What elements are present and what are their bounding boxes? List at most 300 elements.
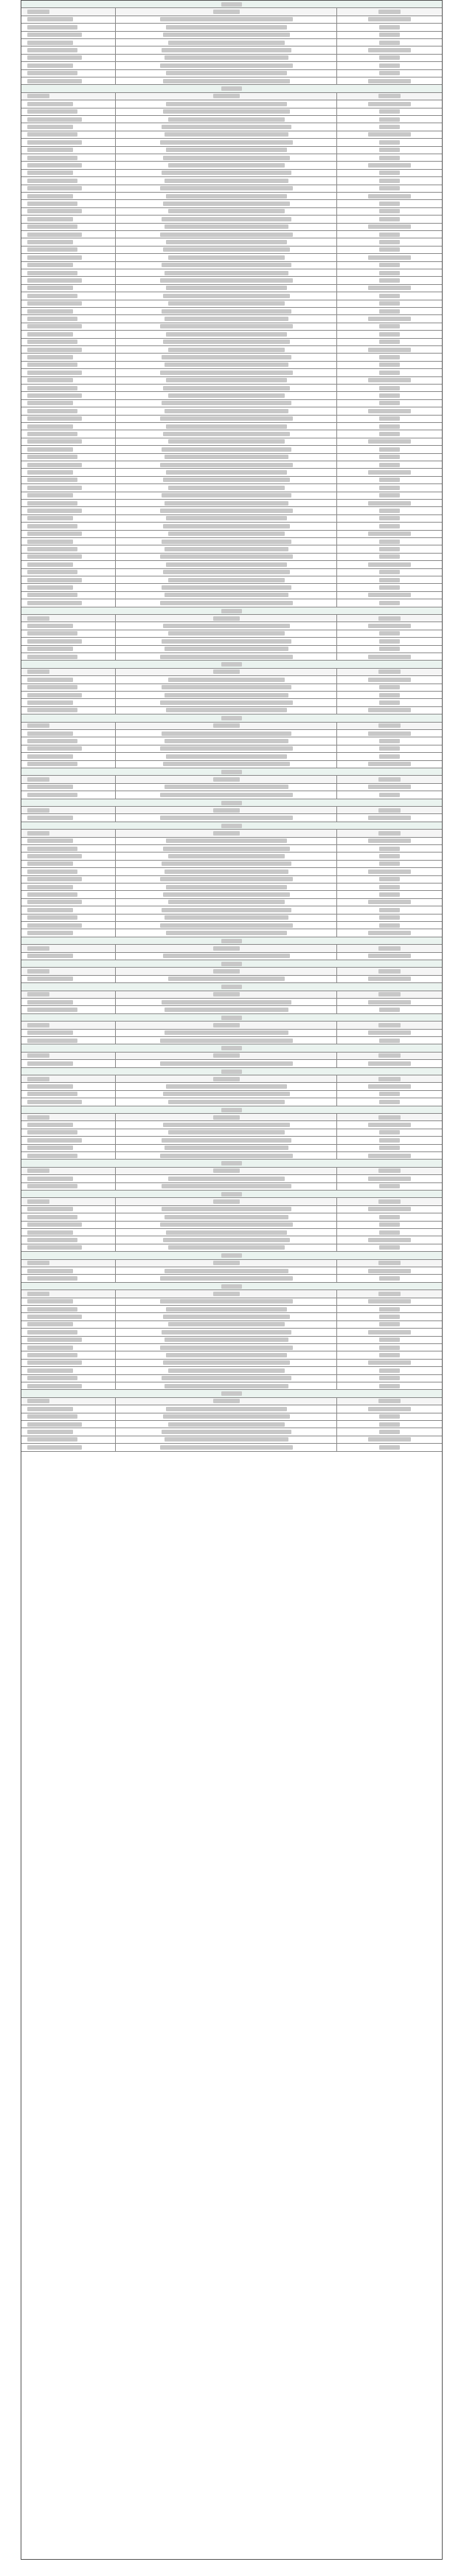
case-number-cell [21, 1337, 116, 1343]
text-placeholder [27, 540, 73, 544]
case-type-cell [337, 224, 442, 230]
column-header [337, 830, 442, 836]
text-placeholder [379, 278, 400, 283]
case-type-cell [337, 1329, 442, 1335]
text-placeholder [168, 439, 285, 444]
column-header [116, 8, 337, 15]
text-placeholder [379, 1337, 400, 1342]
text-placeholder [213, 1261, 240, 1265]
case-type-cell [337, 131, 442, 138]
company-name-cell [116, 47, 337, 53]
table-row [21, 531, 442, 538]
text-placeholder [27, 1299, 73, 1304]
text-placeholder [27, 531, 82, 536]
case-type-cell [337, 469, 442, 475]
case-type-cell [337, 315, 442, 322]
text-placeholder [378, 94, 401, 98]
text-placeholder [166, 754, 287, 759]
text-placeholder [379, 401, 400, 405]
case-type-cell [337, 929, 442, 936]
text-placeholder [213, 1292, 240, 1296]
text-placeholder [213, 94, 240, 98]
company-name-cell [116, 1091, 337, 1098]
text-placeholder [368, 562, 411, 567]
text-placeholder [379, 263, 400, 267]
text-placeholder [368, 1269, 411, 1273]
text-placeholder [27, 401, 73, 405]
case-number-cell [21, 461, 116, 468]
section-title [21, 661, 442, 668]
text-placeholder [379, 915, 400, 920]
text-placeholder [27, 793, 77, 797]
company-name-cell [116, 392, 337, 399]
column-header [116, 1022, 337, 1028]
text-placeholder [165, 593, 288, 597]
company-name-cell [116, 277, 337, 283]
table-row [21, 208, 442, 216]
text-placeholder [168, 578, 285, 582]
case-type-cell [337, 899, 442, 906]
text-placeholder [168, 209, 285, 213]
table-row [21, 1037, 442, 1044]
table-row [21, 684, 442, 692]
text-placeholder [379, 309, 400, 314]
case-type-cell [337, 454, 442, 461]
company-name-cell [116, 170, 337, 176]
text-placeholder [27, 1146, 73, 1150]
company-name-cell [116, 1175, 337, 1182]
text-placeholder [27, 908, 73, 912]
case-number-cell [21, 1183, 116, 1190]
text-placeholder [221, 939, 242, 943]
text-placeholder [368, 531, 411, 536]
company-name-cell [116, 446, 337, 452]
text-placeholder [27, 332, 73, 337]
column-header [337, 968, 442, 974]
text-placeholder [27, 1222, 82, 1227]
case-type-cell [337, 292, 442, 299]
text-placeholder [27, 816, 73, 820]
text-placeholder [368, 1238, 411, 1242]
section-title [21, 937, 442, 945]
text-placeholder [165, 1269, 288, 1273]
column-header-row [21, 968, 442, 975]
text-placeholder [160, 655, 293, 659]
company-name-cell [116, 699, 337, 706]
text-placeholder [379, 1092, 400, 1096]
text-placeholder [379, 117, 400, 122]
case-number-cell [21, 346, 116, 353]
company-name-cell [116, 692, 337, 698]
case-number-cell [21, 906, 116, 913]
text-placeholder [368, 762, 411, 766]
column-header-row [21, 945, 442, 952]
table-row [21, 1267, 442, 1275]
column-header [337, 945, 442, 951]
case-type-cell [337, 500, 442, 506]
case-type-cell [337, 692, 442, 698]
text-placeholder [27, 309, 73, 314]
table-row [21, 193, 442, 200]
company-name-cell [116, 653, 337, 660]
company-name-cell [116, 247, 337, 253]
text-placeholder [27, 102, 73, 106]
text-placeholder [368, 501, 411, 506]
text-placeholder [160, 746, 293, 751]
case-type-cell [337, 385, 442, 391]
column-header-row [21, 1022, 442, 1029]
text-placeholder [27, 355, 73, 359]
company-name-cell [116, 154, 337, 161]
text-placeholder [162, 1000, 291, 1005]
text-placeholder [379, 1230, 400, 1235]
text-placeholder [368, 286, 411, 290]
case-type-cell [337, 78, 442, 84]
case-number-cell [21, 254, 116, 261]
table-row [21, 1421, 442, 1428]
case-type-cell [337, 523, 442, 529]
case-type-cell [337, 653, 442, 660]
text-placeholder [160, 416, 293, 421]
case-number-cell [21, 300, 116, 307]
text-placeholder [168, 531, 285, 536]
column-header [116, 1168, 337, 1174]
company-name-cell [116, 385, 337, 391]
company-name-cell [116, 262, 337, 269]
case-type-cell [337, 999, 442, 1005]
text-placeholder [163, 79, 290, 83]
text-placeholder [379, 1100, 400, 1104]
case-type-cell [337, 109, 442, 115]
text-placeholder [27, 63, 73, 68]
table-row [21, 1121, 442, 1129]
text-placeholder [166, 838, 287, 843]
column-header [337, 93, 442, 100]
company-name-cell [116, 109, 337, 115]
table-row [21, 646, 442, 653]
table-row [21, 39, 442, 47]
text-placeholder [27, 493, 73, 497]
text-placeholder [168, 1177, 285, 1181]
table-row [21, 1306, 442, 1313]
company-name-cell [116, 676, 337, 683]
text-placeholder [27, 378, 73, 382]
case-table [21, 0, 443, 2560]
case-number-cell [21, 692, 116, 698]
text-placeholder [168, 1322, 285, 1326]
text-placeholder [166, 194, 287, 199]
table-row [21, 469, 442, 476]
text-placeholder [168, 631, 285, 636]
case-number-cell [21, 646, 116, 652]
table-row [21, 154, 442, 162]
text-placeholder [379, 793, 400, 797]
column-header [337, 1114, 442, 1120]
case-type-cell [337, 915, 442, 921]
table-row [21, 653, 442, 661]
case-type-cell [337, 1030, 442, 1036]
text-placeholder [27, 655, 77, 659]
text-placeholder [27, 148, 73, 152]
company-name-cell [116, 561, 337, 568]
text-placeholder [27, 946, 49, 951]
text-placeholder [166, 71, 287, 75]
text-placeholder [379, 892, 400, 897]
company-name-cell [116, 131, 337, 138]
case-number-cell [21, 1444, 116, 1450]
text-placeholder [168, 854, 285, 858]
case-type-cell [337, 707, 442, 714]
text-placeholder [379, 885, 400, 889]
text-placeholder [27, 463, 82, 467]
table-row [21, 185, 442, 193]
column-header [337, 669, 442, 675]
text-placeholder [166, 240, 287, 244]
company-name-cell [116, 469, 337, 475]
case-type-cell [337, 1405, 442, 1412]
text-placeholder [166, 708, 287, 712]
text-placeholder [27, 1177, 73, 1181]
table-row [21, 1236, 442, 1244]
text-placeholder [379, 1422, 400, 1427]
text-placeholder [379, 416, 400, 421]
case-number-cell [21, 538, 116, 545]
text-placeholder [27, 1399, 49, 1403]
text-placeholder [368, 931, 411, 935]
text-placeholder [27, 324, 82, 328]
case-type-cell [337, 407, 442, 414]
company-name-cell [116, 515, 337, 522]
text-placeholder [27, 570, 77, 574]
text-placeholder [213, 1053, 240, 1058]
column-header [116, 945, 337, 951]
text-placeholder [27, 1337, 82, 1342]
case-number-cell [21, 24, 116, 30]
company-name-cell [116, 1206, 337, 1213]
case-type-cell [337, 976, 442, 982]
text-placeholder [27, 777, 49, 782]
text-placeholder [27, 455, 77, 459]
case-type-cell [337, 154, 442, 161]
case-type-cell [337, 592, 442, 599]
text-placeholder [166, 885, 287, 889]
column-header-row [21, 615, 442, 622]
column-header [21, 1168, 116, 1174]
case-number-cell [21, 170, 116, 176]
company-name-cell [116, 791, 337, 798]
text-placeholder [27, 931, 73, 935]
text-placeholder [213, 669, 240, 674]
company-name-cell [116, 1275, 337, 1281]
text-placeholder [27, 861, 73, 866]
case-number-cell [21, 784, 116, 791]
text-placeholder [368, 1177, 411, 1181]
text-placeholder [163, 570, 290, 574]
text-placeholder [379, 71, 400, 75]
table-row [21, 1436, 442, 1444]
case-type-cell [337, 70, 442, 77]
text-placeholder [162, 1184, 291, 1188]
company-name-cell [116, 346, 337, 353]
company-name-cell [116, 1337, 337, 1343]
text-placeholder [379, 478, 400, 482]
text-placeholder [379, 355, 400, 359]
column-header [21, 1075, 116, 1082]
text-placeholder [379, 1245, 400, 1250]
column-header [21, 1114, 116, 1120]
case-number-cell [21, 216, 116, 222]
column-header [116, 991, 337, 998]
company-name-cell [116, 416, 337, 422]
text-placeholder [368, 900, 411, 904]
text-placeholder [27, 1376, 77, 1380]
case-number-cell [21, 1275, 116, 1281]
text-placeholder [27, 1115, 49, 1120]
text-placeholder [166, 148, 287, 152]
table-row [21, 16, 442, 24]
company-name-cell [116, 461, 337, 468]
text-placeholder [368, 224, 411, 229]
company-name-cell [116, 139, 337, 145]
case-type-cell [337, 1152, 442, 1159]
section-title [21, 1390, 442, 1397]
text-placeholder [368, 869, 411, 874]
text-placeholder [165, 693, 288, 698]
case-number-cell [21, 561, 116, 568]
case-type-cell [337, 1222, 442, 1228]
text-placeholder [379, 1008, 400, 1012]
text-placeholder [166, 516, 287, 520]
case-number-cell [21, 753, 116, 760]
company-name-cell [116, 331, 337, 337]
text-placeholder [379, 240, 400, 244]
table-row [21, 1098, 442, 1106]
table-row [21, 423, 442, 430]
company-name-cell [116, 707, 337, 714]
text-placeholder [368, 1030, 411, 1035]
text-placeholder [379, 447, 400, 452]
company-name-cell [116, 200, 337, 207]
text-placeholder [27, 1330, 77, 1335]
case-number-cell [21, 208, 116, 215]
case-type-cell [337, 884, 442, 890]
text-placeholder [221, 1284, 242, 1289]
case-type-cell [337, 1145, 442, 1151]
case-number-cell [21, 761, 116, 768]
case-number-cell [21, 876, 116, 883]
text-placeholder [221, 1016, 242, 1020]
company-name-cell [116, 285, 337, 292]
table-row [21, 500, 442, 507]
table-row [21, 953, 442, 960]
company-name-cell [116, 630, 337, 637]
column-header [21, 1260, 116, 1267]
text-placeholder [368, 1330, 411, 1335]
case-type-cell [337, 354, 442, 360]
case-number-cell [21, 1060, 116, 1067]
text-placeholder [379, 1276, 400, 1281]
table-row [21, 477, 442, 484]
text-placeholder [162, 731, 291, 736]
section-title [21, 1, 442, 8]
text-placeholder [221, 824, 242, 828]
column-header [116, 93, 337, 100]
table-row [21, 622, 442, 630]
text-placeholder [379, 1346, 400, 1350]
table-row [21, 853, 442, 860]
text-placeholder [378, 777, 401, 782]
company-name-cell [116, 1152, 337, 1159]
text-placeholder [27, 409, 77, 413]
case-number-cell [21, 47, 116, 53]
text-placeholder [27, 340, 77, 344]
table-row [21, 1382, 442, 1390]
column-header [337, 1290, 442, 1297]
case-number-cell [21, 154, 116, 161]
text-placeholder [27, 416, 82, 421]
table-row [21, 915, 442, 922]
column-header [21, 776, 116, 782]
text-placeholder [166, 424, 287, 429]
company-name-cell [116, 884, 337, 890]
text-placeholder [368, 1061, 411, 1066]
text-placeholder [162, 125, 291, 129]
text-placeholder [27, 762, 77, 766]
case-type-cell [337, 646, 442, 652]
case-type-cell [337, 300, 442, 307]
text-placeholder [379, 55, 400, 60]
column-header [116, 1398, 337, 1405]
text-placeholder [379, 847, 400, 851]
case-type-cell [337, 216, 442, 222]
case-type-cell [337, 953, 442, 960]
text-placeholder [160, 601, 293, 605]
case-number-cell [21, 814, 116, 821]
text-placeholder [379, 455, 400, 459]
text-placeholder [27, 255, 82, 260]
text-placeholder [27, 209, 82, 213]
table-row [21, 315, 442, 323]
text-placeholder [379, 217, 400, 221]
text-placeholder [27, 624, 73, 628]
column-header [116, 776, 337, 782]
text-placeholder [379, 1430, 400, 1434]
text-placeholder [168, 1245, 285, 1250]
text-placeholder [27, 278, 82, 283]
table-row [21, 1275, 442, 1282]
text-placeholder [379, 202, 400, 206]
text-placeholder [27, 171, 73, 175]
text-placeholder [166, 1353, 287, 1357]
case-number-cell [21, 1129, 116, 1136]
text-placeholder [368, 1123, 411, 1127]
case-type-cell [337, 1337, 442, 1343]
table-row [21, 1405, 442, 1413]
company-name-cell [116, 100, 337, 107]
case-type-cell [337, 200, 442, 207]
text-placeholder [166, 25, 287, 30]
company-name-cell [116, 876, 337, 883]
section-title [21, 1106, 442, 1114]
case-number-cell [21, 699, 116, 706]
case-number-cell [21, 477, 116, 483]
text-placeholder [379, 570, 400, 574]
text-placeholder [379, 1376, 400, 1380]
case-number-cell [21, 147, 116, 154]
case-number-cell [21, 599, 116, 606]
table-row [21, 876, 442, 884]
table-row [21, 285, 442, 292]
